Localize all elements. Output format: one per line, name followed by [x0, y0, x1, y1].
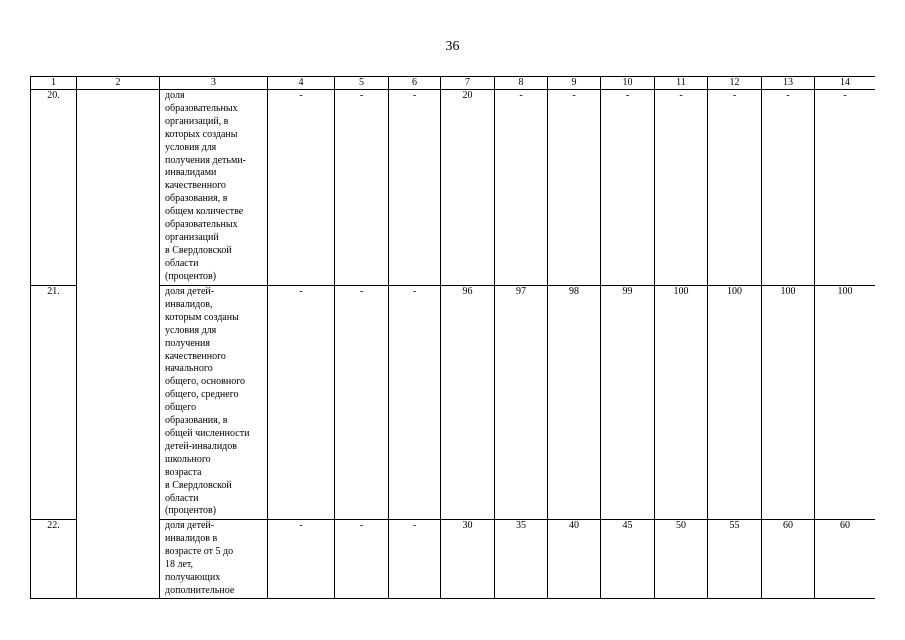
header-cell: 9 [548, 77, 601, 90]
value-cell: 50 [655, 520, 708, 600]
table-row [31, 90, 876, 286]
value-cell: - [335, 90, 389, 286]
value-cell: - [335, 520, 389, 600]
value-cell: - [815, 90, 876, 286]
value-cell: - [708, 90, 762, 286]
header-cell: 14 [815, 77, 876, 90]
header-cell: 1 [31, 77, 77, 90]
value-cell: 45 [601, 520, 655, 600]
header-cell: 8 [495, 77, 548, 90]
value-cell: 35 [495, 520, 548, 600]
header-cell: 11 [655, 77, 708, 90]
value-cell: 60 [762, 520, 815, 600]
header-cell: 10 [601, 77, 655, 90]
value-cell: 30 [441, 520, 495, 600]
row-number: 22. [31, 520, 77, 600]
row-number: 20. [31, 90, 77, 286]
indicator-text: доля детей- инвалидов, которым созданы условия для получения качественного начального общего, основного общего, среднего общего образования, в общей численности детей-инвалидов школьного возраста в Свердловской области (процентов) [160, 286, 268, 520]
value-cell: 99 [601, 286, 655, 520]
header-cell: 3 [160, 77, 268, 90]
value-cell: 20 [441, 90, 495, 286]
value-cell: - [268, 90, 335, 286]
header-cell: 6 [389, 77, 441, 90]
indicator-text: доля образовательных организаций, в которых созданы условия для получения детьми- инвалидами качественного образования, в общем количестве образовательных организаций в Свердловской области (процентов) [160, 90, 268, 286]
row-number: 21. [31, 286, 77, 520]
header-cell: 12 [708, 77, 762, 90]
value-cell: - [548, 90, 601, 286]
value-cell: 97 [495, 286, 548, 520]
value-cell: - [655, 90, 708, 286]
value-cell: - [601, 90, 655, 286]
value-cell: 100 [762, 286, 815, 520]
value-cell: - [389, 286, 441, 520]
value-cell: 96 [441, 286, 495, 520]
value-cell: - [762, 90, 815, 286]
indicator-table-container [30, 76, 875, 599]
value-cell: 60 [815, 520, 876, 600]
value-cell: 55 [708, 520, 762, 600]
value-cell: - [495, 90, 548, 286]
value-cell: 40 [548, 520, 601, 600]
value-cell: - [389, 90, 441, 286]
table-header-row [31, 77, 876, 90]
value-cell: 98 [548, 286, 601, 520]
value-cell: 100 [708, 286, 762, 520]
header-cell: 2 [77, 77, 160, 90]
value-cell: - [335, 286, 389, 520]
column-2-cell [77, 90, 160, 600]
indicator-table [30, 76, 875, 599]
value-cell: 100 [815, 286, 876, 520]
value-cell: - [268, 286, 335, 520]
indicator-text: доля детей- инвалидов в возрасте от 5 до 18 лет, получающих дополнительное [160, 520, 268, 600]
value-cell: - [389, 520, 441, 600]
value-cell: 100 [655, 286, 708, 520]
header-cell: 4 [268, 77, 335, 90]
header-cell: 7 [441, 77, 495, 90]
header-cell: 13 [762, 77, 815, 90]
header-cell: 5 [335, 77, 389, 90]
page-number: 36 [445, 39, 460, 54]
value-cell: - [268, 520, 335, 600]
